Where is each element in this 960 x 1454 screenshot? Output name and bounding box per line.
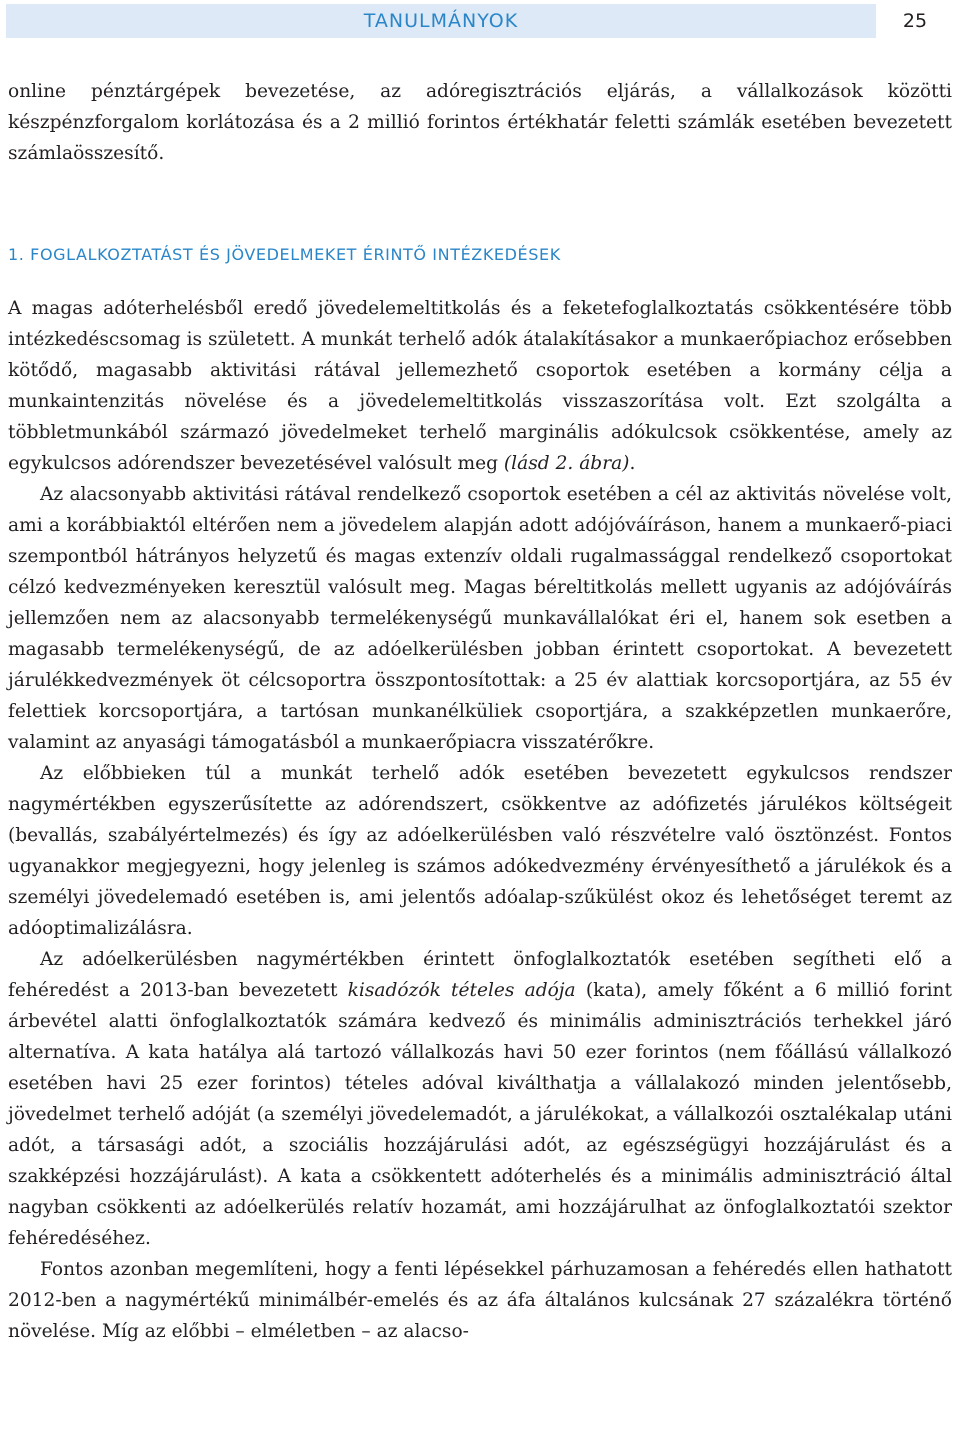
page-header: [6, 4, 954, 38]
paragraph-1-text-a: A magas adóterhelésből eredő jövedelemeltitkolás és a feketefoglalkoztatás csökkentésére több intézkedéscsomag is született. A munkát terhelő adók átalakításakor a munkaerőpiachoz erősebben kötődő, magasabb aktivitási rátával jellemezhető csoportok esetében a kormány célja a munkaintenzitás növelése és a jövedelemeltitkolás visszaszorítása volt. Ezt szolgálta a többletmunkából származó jövedelmeket terhelő marginális adókulcsok csökkentése, amely az egykulcsos adórendszer bevezetésével valósult meg: [8, 298, 952, 474]
paragraph-4-text-b: (kata), amely főként a 6 millió forint árbevétel alatti önfoglalkoztatók számára kedvező és minimális adminisztrációs terhekkel járó alternatíva. A kata hatálya alá tartozó vállalkozás havi 50 ezer forintos (nem főállású vállalkozó esetében havi 25 ezer forintos) tételes adóval kiválthatja a vállalakozó minden jelentősebb, jövedelmet terhelő adóját (a személyi jövedelemadót, a járulékokat, a vállalkozói osztalékalap utáni adót, a társasági adót, a szociális hozzájárulási adót, az egészségügyi hozzájárulást és a szakképzési hozzájárulást). A kata a csökkentett adóterhelés és a minimális adminisztráció által nagyban csökkenti az adóelkerülés relatív hozamát, ami hozzájárulhat az önfoglalkoztatói szektor fehéredéséhez.: [8, 980, 953, 1249]
paragraph-2: Az alacsonyabb aktivitási rátával rendelkező csoportok esetében a cél az aktivitás növelése volt, ami a korábbiaktól eltérően nem a jövedelem alapján adott adójóváíráson, hanem a munkaerő-piaci szempontból hátrányos helyzetű és magas extenzív oldali rugalmassággal rendelkező csoportokat célzó kedvezményeken keresztül valósult meg. Magas béreltitkolás mellett ugyanis az adójóváírás jellemzően nem az alacsonyabb termelékenységű munkavállalókat éri el, hanem sok esetben a magasabb termelékenységű, de az adóelkerülésben jobban érintett csoportokat. A bevezetett járulékkedvezmények öt célcsoportra összpontosítottak: a 25 év alattiak korcsoportjára, az 55 év felettiek korcsoportjára, a tartósan munkanélküliek csoportjára, a szakképzetlen munkaerőre, valamint az anyasági támogatásból a munkaerőpiacra visszatérőkre.: [8, 484, 952, 753]
paragraph-1-text-b: .: [629, 453, 636, 474]
figure-reference: (lásd 2. ábra): [503, 453, 630, 474]
paragraph-4-text-a: Az adóelkerülésben nagymértékben érintett önfoglalkoztatók esetében segítheti elő a fehéredést a 2013-ban bevezetett: [8, 949, 952, 1001]
article-body: [8, 76, 952, 1347]
paragraph-1: [8, 293, 952, 479]
page-number: 25: [902, 10, 928, 32]
section-title: TANULMÁNYOK: [363, 10, 519, 32]
intro-paragraph: online pénztárgépek bevezetése, az adóregisztrációs eljárás, a vállalkozások közötti készpénzforgalom korlátozása és a 2 millió forintos értékhatár feletti számlák esetében bevezetett számlaösszesítő.: [8, 81, 952, 164]
paragraph-3: Az előbbieken túl a munkát terhelő adók esetében bevezetett egykulcsos rendszer nagymértékben egyszerűsítette az adórendszert, csökkentve az adófizetés járulékos költségeit (bevallás, szabályértelmezés) és így az adóelkerülésben való részvételre való ösztönzést. Fontos ugyanakkor megjegyezni, hogy jelenleg is számos adókedvezmény érvényesíthető a járulékok és a személyi jövedelemadó esetében is, ami jelentős adóalap-szűkülést okoz és lehetőséget teremt az adóoptimalizálásra.: [8, 763, 952, 939]
kata-term: kisadózók tételes adója: [347, 980, 576, 1001]
paragraph-4: [8, 944, 952, 1254]
paragraph-5: Fontos azonban megemlíteni, hogy a fenti lépésekkel párhuzamosan a fehéredés ellen hathatott 2012-ben a nagymértékű minimálbér-emelés és az áfa általános kulcsának 27 százalékra történő növelése. Míg az előbbi – elméletben – az alacso-: [8, 1259, 952, 1342]
header-band: [6, 4, 876, 38]
section-heading: 1. FOGLALKOZTATÁST ÉS JÖVEDELMEKET ÉRINTŐ INTÉZKEDÉSEK: [8, 245, 561, 264]
